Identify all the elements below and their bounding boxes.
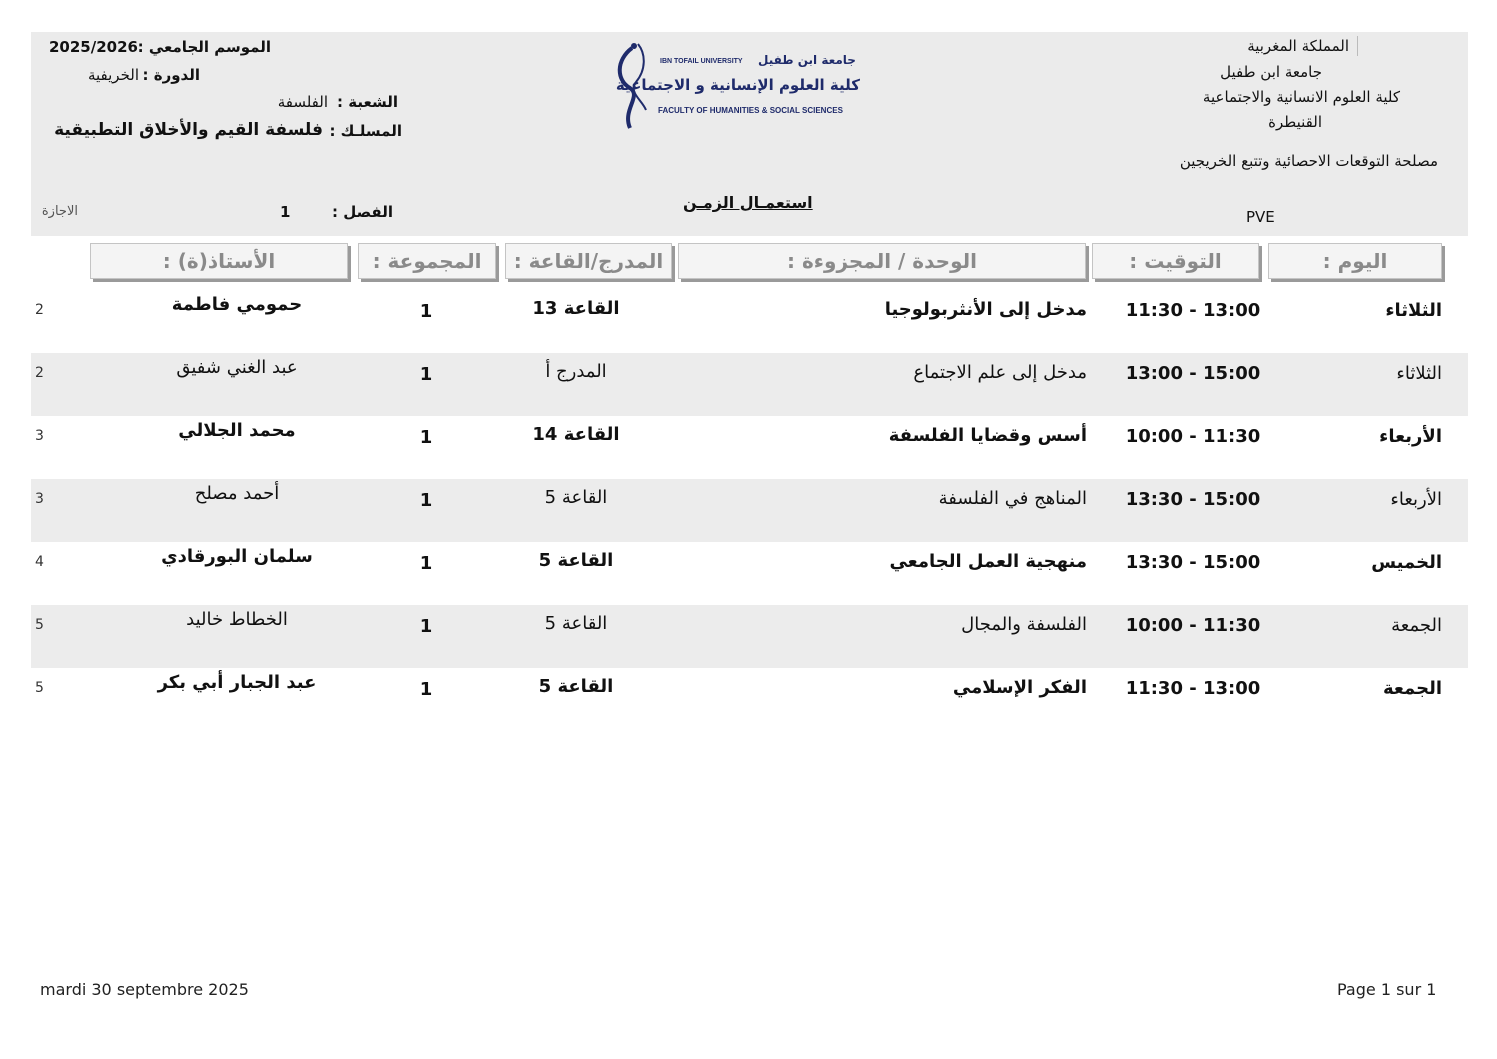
table-row: [31, 668, 1468, 731]
time-cell: 10:00 - 11:30: [1125, 615, 1261, 636]
page-title: استعمـال الزمـن: [683, 193, 813, 212]
day-cell: الثلاثاء: [1385, 300, 1442, 321]
group-cell: 1: [419, 616, 433, 637]
season-value: 2025/2026: [49, 38, 138, 56]
time-cell: 11:30 - 13:00: [1125, 678, 1261, 699]
truncated-cell: 3: [35, 491, 44, 507]
professor-cell: الخطاط خاليد: [186, 609, 288, 630]
professor-cell: حمومي فاطمة: [171, 294, 303, 315]
footer-date: mardi 30 septembre 2025: [40, 980, 249, 999]
professor-cell: عبد الجبار أبي بكر: [157, 672, 317, 693]
module-cell: مدخل إلى علم الاجتماع: [913, 362, 1087, 383]
truncated-cell: 2: [35, 302, 44, 318]
group-cell: 1: [419, 679, 433, 700]
logo-arabic-faculty: كلية العلوم الإنسانية و الاجتماعية: [615, 76, 860, 94]
footer-page: Page 1 sur 1: [1337, 980, 1437, 999]
time-cell: 11:30 - 13:00: [1125, 300, 1261, 321]
truncated-cell: 5: [35, 617, 44, 633]
column-header-time: التوقيت :: [1092, 243, 1259, 279]
day-cell: الثلاثاء: [1396, 363, 1442, 384]
column-header-room: المدرج/القاعة :: [505, 243, 672, 279]
day-cell: الجمعة: [1391, 615, 1442, 636]
branch-label: الشعبة :: [337, 93, 398, 111]
day-cell: الأربعاء: [1390, 489, 1442, 510]
truncated-cell: 3: [35, 428, 44, 444]
table-row: [31, 605, 1468, 668]
semester-label: الفصل :: [332, 203, 393, 221]
kingdom-line: المملكة المغربية: [1247, 37, 1349, 55]
cell-divider: [1357, 36, 1358, 56]
group-cell: 1: [419, 490, 433, 511]
branch-value: الفلسفة: [277, 93, 328, 111]
time-cell: 13:30 - 15:00: [1125, 552, 1261, 573]
truncated-cell: 4: [35, 554, 44, 570]
professor-cell: أحمد مصلح: [194, 483, 280, 504]
logo-arabic-univ: جامعة ابن طفيل: [758, 53, 856, 67]
table-row: [31, 353, 1468, 416]
service-line: مصلحة التوقعات الاحصائية وتتبع الخريجين: [1179, 152, 1438, 170]
column-header-prof: الأستاذ(ة) :: [90, 243, 348, 279]
faculty-line: كلية العلوم الانسانية والاجتماعية: [1202, 88, 1400, 106]
season-label: الموسم الجامعي :: [137, 38, 271, 56]
university-logo: [612, 40, 864, 134]
room-cell: القاعة 13: [532, 298, 620, 319]
time-cell: 13:30 - 15:00: [1125, 489, 1261, 510]
column-header-group: المجموعة :: [358, 243, 496, 279]
group-cell: 1: [419, 364, 433, 385]
day-cell: الأربعاء: [1379, 426, 1442, 447]
city-line: القنيطرة: [1268, 113, 1322, 131]
day-cell: الجمعة: [1382, 678, 1442, 699]
module-cell: المناهج في الفلسفة: [938, 488, 1087, 509]
professor-cell: عبد الغني شفيق: [176, 357, 298, 378]
module-cell: منهجية العمل الجامعي: [889, 551, 1087, 572]
room-cell: القاعة 5: [538, 676, 614, 697]
room-cell: المدرج أ: [545, 361, 607, 382]
time-cell: 10:00 - 11:30: [1125, 426, 1261, 447]
day-cell: الخميس: [1371, 552, 1442, 573]
group-cell: 1: [419, 553, 433, 574]
professor-cell: محمد الجلالي: [178, 420, 296, 441]
module-cell: الفكر الإسلامي: [952, 677, 1087, 698]
module-cell: الفلسفة والمجال: [961, 614, 1087, 635]
group-cell: 1: [419, 427, 433, 448]
room-cell: القاعة 5: [544, 613, 608, 634]
track-value: فلسفة القيم والأخلاق التطبيقية: [54, 120, 323, 140]
logo-english-univ: IBN TOFAIL UNIVERSITY: [660, 58, 743, 65]
table-row: [31, 542, 1468, 605]
module-cell: أسس وقضايا الفلسفة: [888, 425, 1087, 446]
room-cell: القاعة 14: [532, 424, 620, 445]
session-label: الدورة :: [142, 66, 200, 84]
module-cell: مدخل إلى الأنثربولوجيا: [884, 299, 1087, 320]
column-header-day: اليوم :: [1268, 243, 1442, 279]
logo-english-faculty: FACULTY OF HUMANITIES & SOCIAL SCIENCES: [658, 106, 843, 115]
column-header-module: الوحدة / المجزوءة :: [678, 243, 1086, 279]
table-row: [31, 416, 1468, 479]
room-cell: القاعة 5: [538, 550, 614, 571]
university-line: جامعة ابن طفيل: [1220, 63, 1322, 81]
group-cell: 1: [419, 301, 433, 322]
degree-label: الاجازة: [41, 204, 78, 219]
track-label: المسلـك :: [329, 122, 402, 140]
session-value: الخريفية: [87, 66, 139, 84]
time-cell: 13:00 - 15:00: [1125, 363, 1261, 384]
professor-cell: سلمان البورقادي: [161, 546, 313, 567]
table-row: [31, 290, 1468, 353]
truncated-cell: 2: [35, 365, 44, 381]
table-row: [31, 479, 1468, 542]
truncated-cell: 5: [35, 680, 44, 696]
semester-value: 1: [280, 203, 291, 221]
room-cell: القاعة 5: [544, 487, 608, 508]
pve-label: PVE: [1246, 208, 1275, 226]
